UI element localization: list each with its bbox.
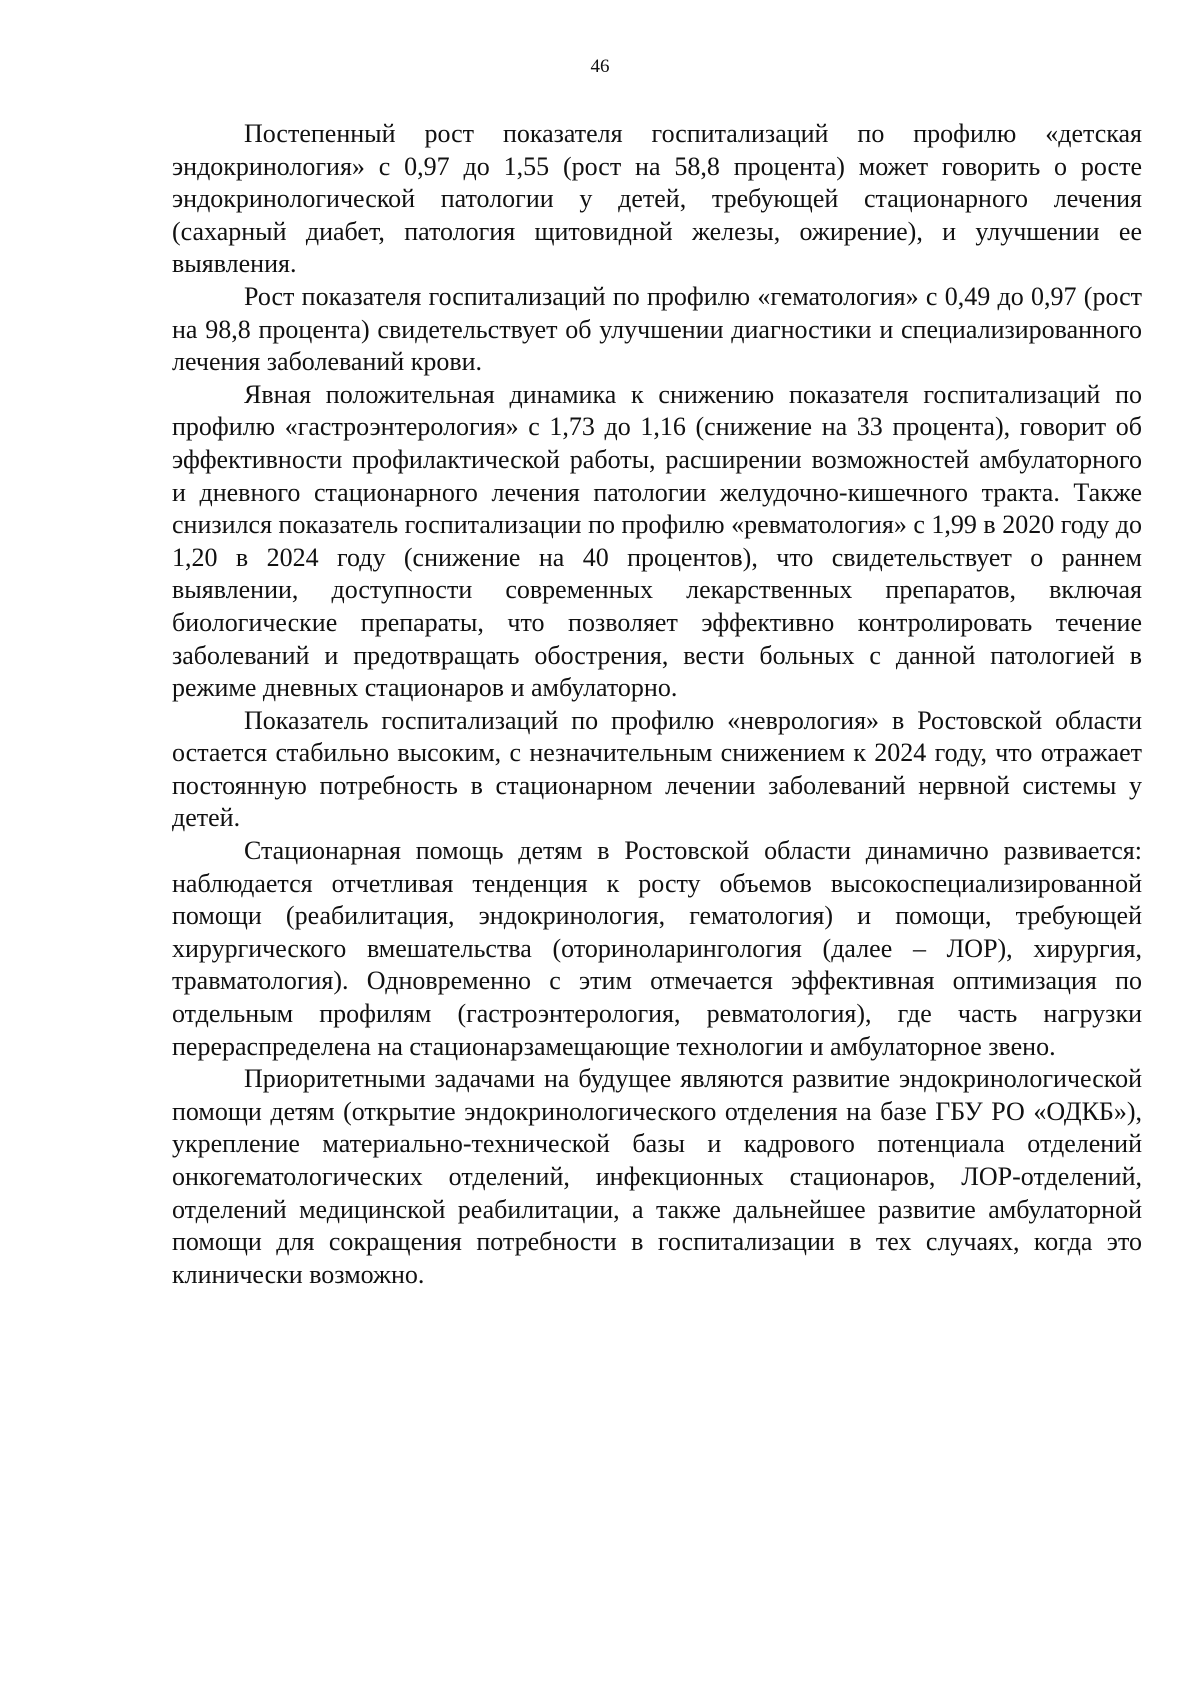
page-number: 46 [590, 56, 610, 77]
document-body [172, 118, 1142, 1291]
paragraph-priority-tasks: Приоритетными задачами на будущее являются развитие эндокринологической помощи детям (открытие эндокринологического отделения на базе ГБУ РО «ОДКБ»), укрепление материально-технической базы и кадрового потенциала отделений онкогематологических отделений, инфекционных стационаров, ЛОР-отделений, отделений медицинской реабилитации, а также дальнейшее развитие амбулаторной помощи для сокращения потребности в госпитализации в тех случаях, когда это клинически возможно. [172, 1064, 1142, 1289]
paragraph-hematology: Рост показателя госпитализаций по профилю «гематология» с 0,49 до 0,97 (рост на 98,8 процента) свидетельствует об улучшении диагностики и специализированного лечения заболеваний крови. [172, 281, 1142, 377]
paragraph-neurology: Показатель госпитализаций по профилю «неврология» в Ростовской области остается стабильно высоким, с незначительным снижением к 2024 году, что отражает постоянную потребность в стационарном лечении заболеваний нервной системы у детей. [172, 705, 1142, 833]
paragraph-gastroenterology-rheumatology: Явная положительная динамика к снижению показателя госпитализаций по профилю «гастроэнтерология» с 1,73 до 1,16 (снижение на 33 процента), говорит об эффективности профилактической работы, расширении возможностей амбулаторного и дневного стационарного лечения патологии желудочно-кишечного тракта. Также снизился показатель госпитализации по профилю «ревматология» с 1,99 в 2020 году до 1,20 в 2024 году (снижение на 40 процентов), что свидетельствует о раннем выявлении, доступности современных лекарственных препаратов, включая биологические препараты, что позволяет эффективно контролировать течение заболеваний и предотвращать обострения, вести больных с данной патологией в режиме дневных стационаров и амбулаторно. [172, 379, 1142, 703]
paragraph-pediatric-endocrinology: Постепенный рост показателя госпитализаций по профилю «детская эндокринология» с 0,97 до 1,55 (рост на 58,8 процента) может говорить о росте эндокринологической патологии у детей, требующей стационарного лечения (сахарный диабет, патология щитовидной железы, ожирение), и улучшении ее выявления. [172, 119, 1142, 279]
paragraph-inpatient-care-development: Стационарная помощь детям в Ростовской области динамично развивается: наблюдается отчетливая тенденция к росту объемов высокоспециализированной помощи (реабилитация, эндокринология, гематология) и помощи, требующей хирургического вмешательства (оториноларингология (далее – ЛОР), хирургия, травматология). Одновременно с этим отмечается эффективная оптимизация по отдельным профилям (гастроэнтерология, ревматология), где часть нагрузки перераспределена на стационарзамещающие технологии и амбулаторное звено. [172, 836, 1142, 1061]
